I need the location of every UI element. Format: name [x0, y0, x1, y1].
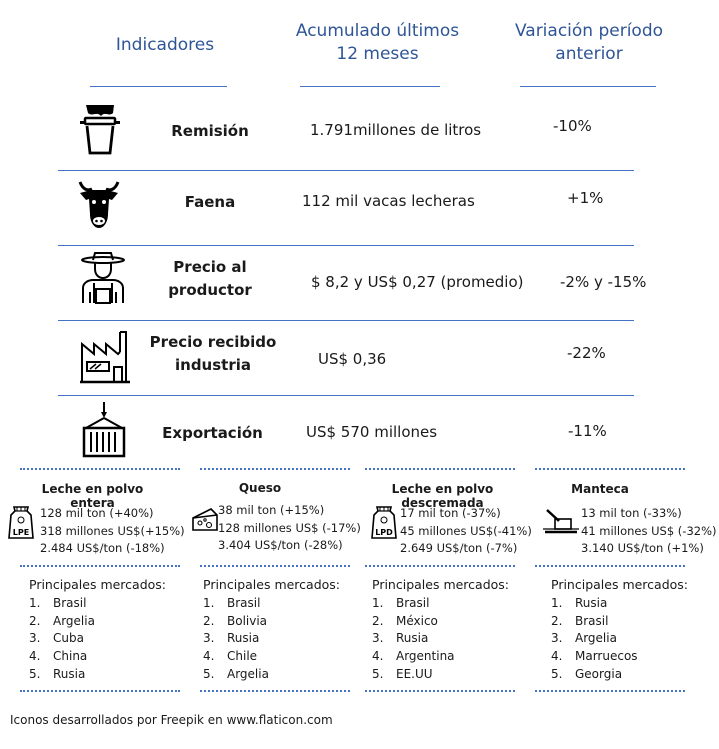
list-item: 5. Argelia: [203, 666, 269, 681]
butter-icon: [543, 508, 579, 536]
product-title-manteca: Manteca: [571, 482, 629, 496]
list-item: 1. Brasil: [29, 596, 87, 610]
product-stats-lpd: 17 mil ton (-37%) 45 millones US$(-41%) 2.649 US$/ton (-7%): [400, 506, 532, 555]
markets-title-queso: Principales mercados:: [203, 577, 341, 592]
row-variation-remision: -10%: [553, 117, 592, 135]
list-item: 4. Argentina: [372, 649, 455, 664]
svg-text:LPE: LPE: [12, 528, 30, 537]
list-item: 1. Brasil: [372, 596, 430, 610]
list-item: 3. Cuba: [29, 631, 84, 646]
product-stats-queso: 38 mil ton (+15%) 128 millones US$ (-17%) 3.404 US$/ton (-28%): [218, 503, 361, 552]
markets-list-manteca: [551, 595, 638, 684]
list-item: 5. Georgia: [551, 666, 623, 681]
row-label-precio-industria: Precio recibido industria: [149, 333, 277, 374]
markets-list-queso: [203, 595, 269, 684]
svg-text:LPD: LPD: [375, 528, 393, 537]
product-title-lpe: Leche en polvo entera: [41, 482, 144, 510]
markets-list-lpd: [372, 595, 455, 684]
markets-title-lpd: Principales mercados:: [372, 577, 510, 592]
list-item: 2. Brasil: [551, 613, 609, 628]
factory-icon: [80, 330, 130, 384]
product-title-lpd: Leche en polvo descremada: [391, 482, 494, 510]
list-item: 3. Rusia: [203, 631, 260, 646]
row-label-precio-productor: Precio al productor: [168, 258, 252, 299]
list-item: 3. Rusia: [372, 631, 429, 646]
row-label-faena: Faena: [184, 193, 236, 211]
list-item: 5. EE.UU: [372, 666, 433, 681]
list-item: 2. Bolivia: [203, 613, 268, 628]
row-value-exportacion: US$ 570 millones: [306, 423, 438, 441]
farmer-icon: [80, 252, 126, 304]
markets-list-lpe: [29, 595, 95, 684]
row-variation-precio-productor: -2% y -15%: [560, 273, 647, 291]
row-variation-precio-industria: -22%: [567, 344, 606, 362]
markets-title-manteca: Principales mercados:: [551, 577, 689, 592]
row-value-precio-productor: $ 8,2 y US$ 0,27 (promedio): [311, 273, 524, 291]
row-label-remision: Remisión: [171, 122, 249, 140]
list-item: 2. México: [372, 613, 438, 628]
row-label-exportacion: Exportación: [162, 424, 263, 442]
row-variation-faena: +1%: [567, 189, 604, 207]
lpe-bag-icon: [7, 506, 35, 540]
container-crane-icon: [82, 402, 126, 458]
list-item: 1. Brasil: [203, 596, 261, 610]
list-item: 4. China: [29, 649, 88, 664]
header-variation: Variación período anterior: [514, 21, 664, 64]
row-variation-exportacion: -11%: [568, 422, 607, 440]
list-item: 1. Rusia: [551, 596, 608, 610]
header-accumulated: Acumulado últimos 12 meses: [295, 21, 460, 64]
product-stats-manteca: 13 mil ton (-33%) 41 millones US$ (-32%) 3.140 US$/ton (+1%): [581, 506, 717, 555]
product-stats-lpe: 128 mil ton (+40%) 318 millones US$(+15%) 2.484 US$/ton (-18%): [40, 506, 185, 555]
row-value-precio-industria: US$ 0,36: [318, 350, 387, 368]
list-item: 4. Marruecos: [551, 649, 638, 664]
cow-head-icon: [78, 180, 120, 230]
markets-title-lpe: Principales mercados:: [29, 577, 167, 592]
cheese-icon: [191, 506, 219, 534]
row-value-remision: 1.791millones de litros: [310, 121, 482, 139]
milk-bucket-icon: [80, 101, 120, 155]
product-title-queso: Queso: [238, 481, 282, 495]
header-indicators: Indicadores: [115, 35, 215, 55]
footer-credit: Iconos desarrollados por Freepik en www.flaticon.com: [10, 713, 333, 727]
list-item: 5. Rusia: [29, 666, 86, 681]
lpd-bag-icon: [370, 506, 398, 540]
list-item: 3. Argelia: [551, 631, 617, 646]
list-item: 4. Chile: [203, 649, 258, 664]
row-value-faena: 112 mil vacas lecheras: [302, 192, 475, 210]
list-item: 2. Argelia: [29, 613, 95, 628]
